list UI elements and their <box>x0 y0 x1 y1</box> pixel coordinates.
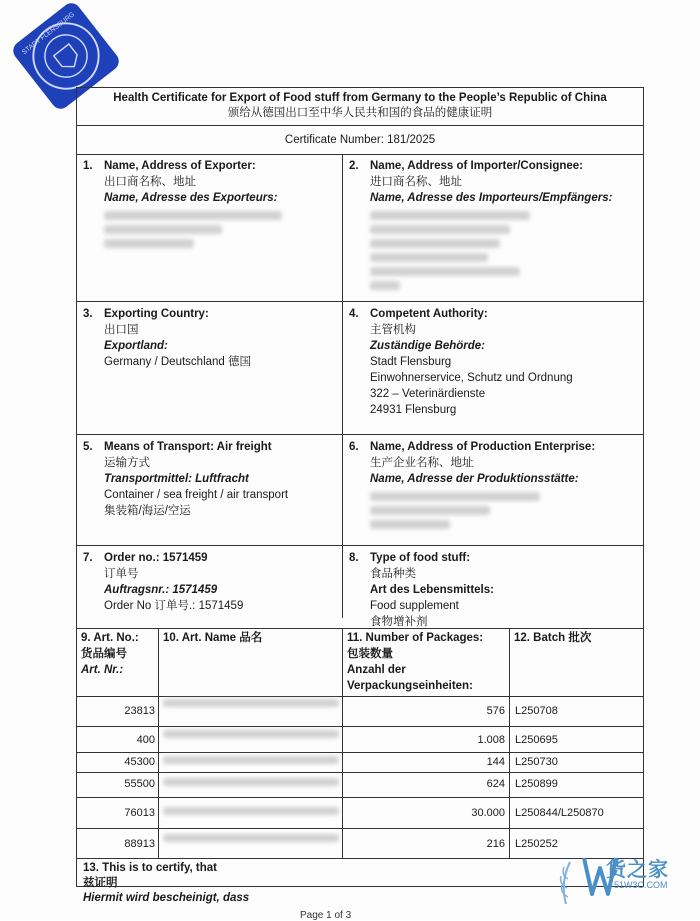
redacted-text <box>163 778 339 786</box>
divider <box>342 628 343 858</box>
divider <box>77 696 643 697</box>
redacted-text <box>104 211 282 220</box>
section-importer <box>343 154 643 301</box>
label-cn: 兹证明 <box>83 877 118 889</box>
authority-line: 24931 Flensburg <box>370 404 457 416</box>
packages: 30.000 <box>471 807 505 819</box>
seal-text: STADT FLENSBURG <box>21 11 77 57</box>
section-number: 5. <box>83 441 93 453</box>
label-cn: 包装数量 <box>347 648 393 660</box>
art-no: 55500 <box>124 778 155 790</box>
redacted-text <box>370 520 450 529</box>
divider <box>77 772 643 773</box>
label-cn: 出口商名称、地址 <box>104 176 196 188</box>
art-no: 45300 <box>124 756 155 768</box>
food-type-value-en: Food supplement <box>370 600 459 612</box>
label-cn: 订单号 <box>104 568 139 580</box>
art-no: 88913 <box>124 838 155 850</box>
authority-line: Stadt Flensburg <box>370 356 452 368</box>
redacted-text <box>370 506 490 515</box>
section-exporting-country <box>77 302 342 434</box>
divider <box>77 752 643 753</box>
label-en: Competent Authority: <box>370 308 488 320</box>
title-en: Health Certificate for Export of Food stuff from Germany to the People’s Republic of China <box>113 92 607 104</box>
label: 10. Art. Name 品名 <box>163 632 263 644</box>
packages: 144 <box>486 756 505 768</box>
redacted-text <box>370 225 510 234</box>
divider <box>77 726 643 727</box>
label-de: Auftragsnr.: 1571459 <box>104 584 218 596</box>
watermark-url: 51W3C.COM <box>614 880 668 890</box>
art-no: 400 <box>136 734 155 746</box>
transport-value-cn: 集装箱/海运/空运 <box>104 505 191 517</box>
certificate-number: Certificate Number: 181/2025 <box>77 125 643 155</box>
section-transport <box>77 435 342 545</box>
label-de: Exportland: <box>104 340 168 352</box>
batch: L250730 <box>515 756 558 768</box>
section-number: 6. <box>349 441 359 453</box>
art-no: 23813 <box>124 705 155 717</box>
label-en: 13. This is to certify, that <box>83 862 217 874</box>
redacted-text <box>163 807 339 815</box>
section-food-type <box>343 546 643 628</box>
authority-line: Einwohnerservice, Schutz und Ordnung <box>370 372 573 384</box>
authority-line: 322 – Veterinärdienste <box>370 388 486 400</box>
batch: L250252 <box>515 838 558 850</box>
page-footer: Page 1 of 3 <box>300 910 352 921</box>
redacted-text <box>163 730 339 738</box>
label-en: 9. Art. No.: <box>81 632 139 644</box>
art-no: 76013 <box>124 807 155 819</box>
label-cn: 生产企业名称、地址 <box>370 457 474 469</box>
col-header-art-no <box>81 630 157 694</box>
divider <box>77 797 643 798</box>
label-en: Name, Address of Production Enterprise: <box>370 441 596 453</box>
section-competent-authority <box>343 302 643 434</box>
country-value: Germany / Deutschland 德国 <box>104 356 252 368</box>
label-cn: 进口商名称、地址 <box>370 176 462 188</box>
redacted-text <box>370 211 530 220</box>
divider <box>158 628 159 858</box>
section-number: 4. <box>349 308 359 320</box>
section-order-no <box>77 546 342 628</box>
label-cn: 食品种类 <box>370 568 416 580</box>
label-de: Hiermit wird bescheinigt, dass <box>83 892 250 904</box>
watermark-brand: 货之家 <box>606 859 669 881</box>
label-en: Order no.: 1571459 <box>104 552 208 564</box>
divider <box>509 628 510 858</box>
label-de: Name, Adresse des Exporteurs: <box>104 192 278 204</box>
label-cn: 出口国 <box>104 324 139 336</box>
section-production-enterprise <box>343 435 643 545</box>
redacted-text <box>370 492 540 501</box>
label-de: Zuständige Behörde: <box>370 340 486 352</box>
redacted-text <box>104 239 194 248</box>
label-en: Name, Address of Exporter: <box>104 160 256 172</box>
col-header-batch <box>514 630 640 646</box>
redacted-text <box>370 267 520 276</box>
title-cn: 颁给从德国出口至中华人民共和国的食品的健康证明 <box>227 107 493 119</box>
packages: 216 <box>486 838 505 850</box>
label-en: 11. Number of Packages: <box>347 632 484 644</box>
redacted-text <box>163 699 339 707</box>
redacted-text <box>370 253 488 262</box>
section-number: 1. <box>83 160 93 172</box>
certificate-header <box>77 88 643 127</box>
label-de: Anzahl der Verpackungseinheiten: <box>347 664 473 692</box>
batch: L250708 <box>515 705 558 717</box>
section-exporter <box>77 154 342 301</box>
batch: L250899 <box>515 778 558 790</box>
section-number: 8. <box>349 552 359 564</box>
redacted-text <box>163 834 339 842</box>
label-en: Means of Transport: Air freight <box>104 441 272 453</box>
label: 12. Batch 批次 <box>514 632 592 644</box>
redacted-text <box>370 281 400 290</box>
batch: L250844/L250870 <box>515 807 604 819</box>
redacted-text <box>370 239 500 248</box>
divider <box>77 828 643 829</box>
col-header-art-name <box>163 630 339 646</box>
redacted-text <box>104 225 222 234</box>
label-cn: 运输方式 <box>104 457 150 469</box>
label-cn: 主管机构 <box>370 324 416 336</box>
section-number: 2. <box>349 160 359 172</box>
redacted-text <box>163 756 339 764</box>
packages: 1.008 <box>477 734 505 746</box>
label-en: Exporting Country: <box>104 308 209 320</box>
packages: 576 <box>486 705 505 717</box>
label-en: Name, Address of Importer/Consignee: <box>370 160 584 172</box>
col-header-packages <box>347 630 507 694</box>
label-en: Type of food stuff: <box>370 552 471 564</box>
label-de: Art. Nr.: <box>81 664 124 676</box>
label-de: Art des Lebensmittels: <box>370 584 494 596</box>
order-value: Order No 订单号.: 1571459 <box>104 600 244 612</box>
label-de: Name, Adresse des Importeurs/Empfängers: <box>370 192 613 204</box>
transport-value-en: Container / sea freight / air transport <box>104 489 289 501</box>
section-number: 3. <box>83 308 93 320</box>
label-cn: 货品编号 <box>81 648 127 660</box>
batch: L250695 <box>515 734 558 746</box>
food-type-value-cn: 食物增补剂 <box>370 616 428 628</box>
label-de: Name, Adresse der Produktionsstätte: <box>370 473 579 485</box>
packages: 624 <box>486 778 505 790</box>
label-de: Transportmittel: Luftfracht <box>104 473 249 485</box>
section-number: 7. <box>83 552 93 564</box>
